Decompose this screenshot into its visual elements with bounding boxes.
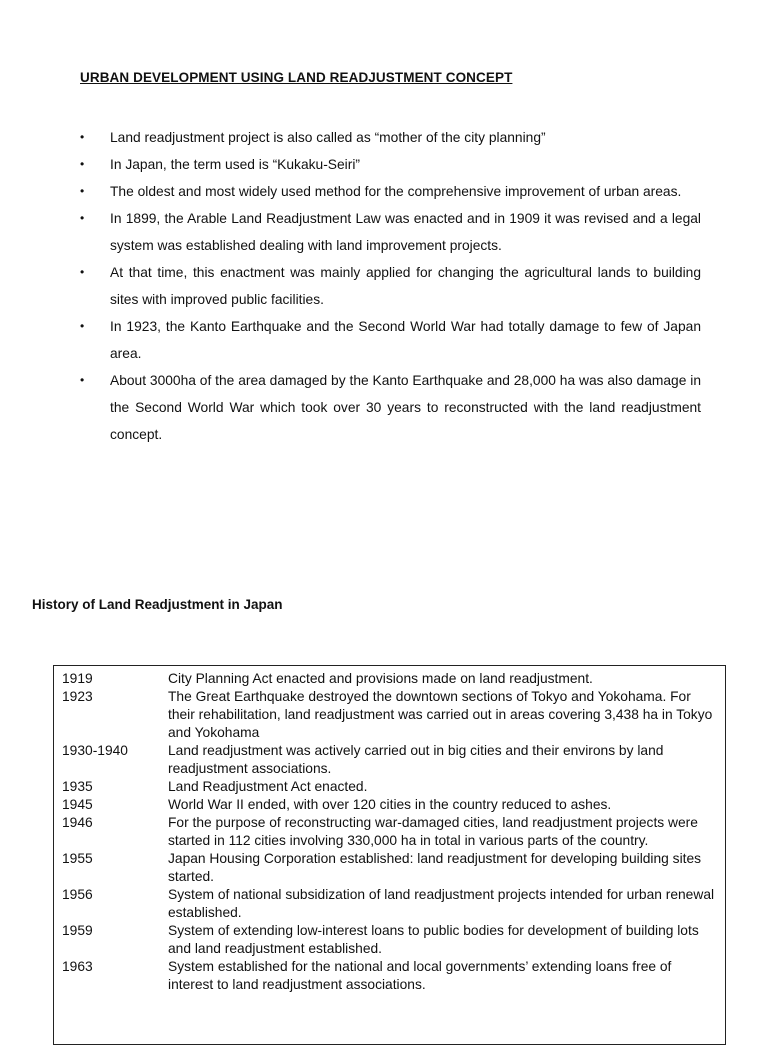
bullet-icon: • xyxy=(80,184,85,198)
history-event: Japan Housing Corporation established: land readjustment for developing building sites started. xyxy=(168,851,702,884)
history-event: System of extending low-interest loans to public bodies for development of building lots and land readjustment established. xyxy=(168,923,699,956)
bullet-icon: • xyxy=(80,130,85,144)
history-year: 1946 xyxy=(62,815,93,830)
history-row xyxy=(62,814,718,850)
history-year: 1945 xyxy=(62,797,93,812)
bullet-item xyxy=(80,151,701,178)
bullet-item xyxy=(80,313,701,367)
history-year: 1959 xyxy=(62,923,93,938)
history-row xyxy=(62,850,718,886)
bullet-text: At that time, this enactment was mainly applied for changing the agricultural lands to building sites with improved public facilities. xyxy=(110,265,701,307)
history-row xyxy=(62,742,718,778)
history-year: 1923 xyxy=(62,689,93,704)
bullet-text: In 1923, the Kanto Earthquake and the Second World War had totally damage to few of Japan area. xyxy=(110,319,701,361)
history-year: 1935 xyxy=(62,779,93,794)
history-row xyxy=(62,958,718,994)
bullet-item xyxy=(80,205,701,259)
bullet-icon: • xyxy=(80,373,85,387)
history-event: The Great Earthquake destroyed the downtown sections of Tokyo and Yokohama. For their rehabilitation, land readjustment was carried out in areas covering 3,438 ha in Tokyo and Yokohama xyxy=(168,689,713,740)
history-event: For the purpose of reconstructing war-damaged cities, land readjustment projects were started in 112 cities involving 330,000 ha in total in various parts of the country. xyxy=(168,815,698,848)
bullet-text: In 1899, the Arable Land Readjustment Law was enacted and in 1909 it was revised and a legal system was established dealing with land improvement projects. xyxy=(110,211,701,253)
bullet-icon: • xyxy=(80,265,85,279)
bullet-text: In Japan, the term used is “Kukaku-Seiri” xyxy=(110,157,360,172)
bullet-list xyxy=(80,124,701,448)
bullet-item xyxy=(80,367,701,448)
history-row xyxy=(62,688,718,742)
history-row xyxy=(62,778,718,796)
history-year: 1963 xyxy=(62,959,93,974)
history-table xyxy=(53,665,726,1045)
bullet-item xyxy=(80,259,701,313)
history-row xyxy=(62,922,718,958)
bullet-item xyxy=(80,124,701,151)
history-rows xyxy=(62,670,718,994)
bullet-text: Land readjustment project is also called as “mother of the city planning” xyxy=(110,130,546,145)
history-heading: History of Land Readjustment in Japan xyxy=(32,597,283,612)
history-row xyxy=(62,886,718,922)
document-title: URBAN DEVELOPMENT USING LAND READJUSTMENT CONCEPT xyxy=(80,70,513,85)
history-year: 1930-1940 xyxy=(62,743,128,758)
bullet-item xyxy=(80,178,701,205)
history-event: System established for the national and local governments’ extending loans free of interest to land readjustment associations. xyxy=(168,959,672,992)
bullet-text: The oldest and most widely used method for the comprehensive improvement of urban areas. xyxy=(110,184,682,199)
history-row xyxy=(62,670,718,688)
bullet-icon: • xyxy=(80,211,85,225)
history-event: Land Readjustment Act enacted. xyxy=(168,779,368,794)
bullet-icon: • xyxy=(80,157,85,171)
history-event: System of national subsidization of land readjustment projects intended for urban renewal established. xyxy=(168,887,715,920)
history-event: Land readjustment was actively carried out in big cities and their environs by land readjustment associations. xyxy=(168,743,664,776)
history-row xyxy=(62,796,718,814)
history-year: 1955 xyxy=(62,851,93,866)
bullet-text: About 3000ha of the area damaged by the Kanto Earthquake and 28,000 ha was also damage in the Second World War which took over 30 years to reconstructed with the land readjustment concept. xyxy=(110,373,701,442)
history-event: City Planning Act enacted and provisions made on land readjustment. xyxy=(168,671,593,686)
bullet-icon: • xyxy=(80,319,85,333)
history-event: World War II ended, with over 120 cities in the country reduced to ashes. xyxy=(168,797,612,812)
history-year: 1919 xyxy=(62,671,93,686)
history-year: 1956 xyxy=(62,887,93,902)
